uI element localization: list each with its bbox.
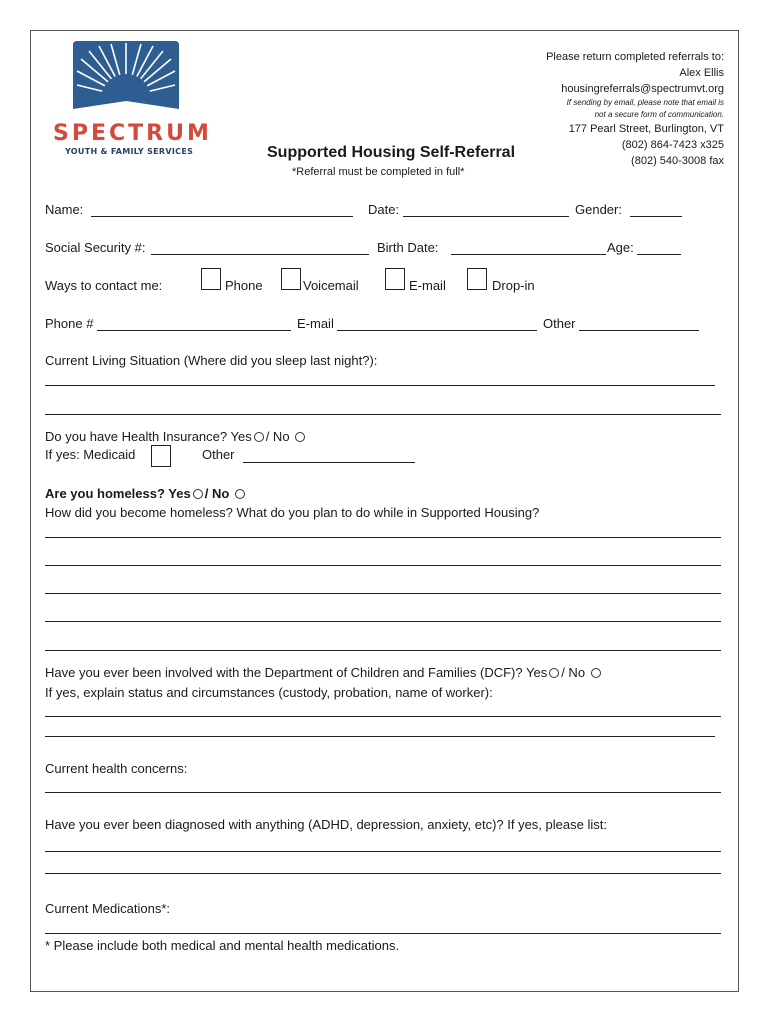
homeless-label: Are you homeless? Yes — [45, 486, 191, 501]
address: 177 Pearl Street, Burlington, VT — [568, 123, 724, 135]
page-subtitle: *Referral must be completed in full* — [292, 166, 465, 178]
form-page — [30, 30, 739, 992]
dcf-label: Have you ever been involved with the Department of Children and Families (DCF)? Yes — [45, 665, 548, 680]
dropin-checkbox[interactable] — [467, 268, 487, 290]
health-insurance-label: Do you have Health Insurance? Yes — [45, 429, 252, 444]
dcf-question — [45, 665, 603, 681]
gender-label: Gender: — [575, 202, 622, 217]
health-no-label: / No — [265, 429, 290, 444]
name-label: Name: — [45, 202, 84, 217]
medications-label: Current Medications*: — [45, 901, 170, 916]
sunburst-logo-icon — [71, 39, 181, 117]
diagnosed-line-1[interactable] — [45, 851, 721, 852]
ways-contact-label: Ways to contact me: — [45, 278, 163, 293]
health-yes-radio[interactable] — [254, 432, 264, 442]
become-homeless-label: How did you become homeless? What do you plan to do while in Supported Housing? — [45, 505, 540, 520]
email-field[interactable] — [337, 330, 537, 331]
other-label: Other — [543, 316, 576, 331]
email-note-2: not a secure form of communication. — [594, 110, 724, 119]
gender-field[interactable] — [630, 216, 682, 217]
email-label: E-mail — [297, 316, 334, 331]
fax: (802) 540-3008 fax — [631, 155, 724, 167]
name-field[interactable] — [91, 216, 353, 217]
medicaid-checkbox[interactable] — [151, 445, 171, 467]
insurance-other-label: Other — [202, 447, 235, 462]
contact-name: Alex Ellis — [679, 67, 724, 79]
page-title: Supported Housing Self-Referral — [267, 144, 516, 161]
medications-note: * Please include both medical and mental health medications. — [45, 938, 400, 953]
logo-tagline: YOUTH & FAMILY SERVICES — [65, 147, 194, 156]
age-label: Age: — [607, 240, 634, 255]
ssn-label: Social Security #: — [45, 240, 146, 255]
if-yes-medicaid-label: If yes: Medicaid — [45, 447, 136, 462]
logo — [71, 39, 181, 122]
contact-email: housingreferrals@spectrumvt.org — [561, 83, 724, 95]
living-situation-line-1[interactable] — [45, 385, 715, 386]
logo-name: SPECTRUM — [53, 121, 212, 146]
phone-option-label: Phone — [225, 278, 263, 293]
voicemail-option-label: Voicemail — [303, 278, 359, 293]
age-field[interactable] — [637, 254, 681, 255]
dcf-no-label: / No — [561, 665, 586, 680]
dcf-line-1[interactable] — [45, 716, 721, 717]
contact-block — [546, 49, 724, 169]
homeless-no-label: / No — [204, 486, 230, 501]
birth-date-label: Birth Date: — [377, 240, 439, 255]
diagnosed-line-2[interactable] — [45, 873, 721, 874]
email-option-label: E-mail — [409, 278, 446, 293]
homeless-question — [45, 486, 247, 502]
dcf-no-radio[interactable] — [591, 668, 601, 678]
other-field[interactable] — [579, 330, 699, 331]
voicemail-checkbox[interactable] — [281, 268, 301, 290]
homeless-yes-radio[interactable] — [193, 489, 203, 499]
diagnosed-label: Have you ever been diagnosed with anything (ADHD, depression, anxiety, etc)? If yes, please list: — [45, 817, 607, 832]
homeless-line-5[interactable] — [45, 650, 721, 651]
return-label: Please return completed referrals to: — [546, 51, 724, 63]
email-note-1: If sending by email, please note that email is — [566, 98, 724, 107]
homeless-line-2[interactable] — [45, 565, 721, 566]
phone-num-field[interactable] — [97, 330, 291, 331]
health-concerns-line[interactable] — [45, 792, 721, 793]
dcf-explain-label: If yes, explain status and circumstances (custody, probation, name of worker): — [45, 685, 493, 700]
homeless-line-3[interactable] — [45, 593, 721, 594]
health-concerns-label: Current health concerns: — [45, 761, 188, 776]
birth-date-field[interactable] — [451, 254, 606, 255]
phone: (802) 864-7423 x325 — [621, 139, 724, 151]
insurance-other-field[interactable] — [243, 462, 415, 463]
health-insurance-question — [45, 429, 307, 445]
homeless-no-radio[interactable] — [235, 489, 245, 499]
dcf-line-2[interactable] — [45, 736, 715, 737]
date-label: Date: — [368, 202, 400, 217]
homeless-line-4[interactable] — [45, 621, 721, 622]
homeless-line-1[interactable] — [45, 537, 721, 538]
phone-checkbox[interactable] — [201, 268, 221, 290]
dropin-option-label: Drop-in — [492, 278, 535, 293]
phone-num-label: Phone # — [45, 316, 94, 331]
living-situation-line-2[interactable] — [45, 414, 721, 415]
dcf-yes-radio[interactable] — [549, 668, 559, 678]
medications-line[interactable] — [45, 933, 721, 934]
email-checkbox[interactable] — [385, 268, 405, 290]
living-situation-label: Current Living Situation (Where did you sleep last night?): — [45, 353, 378, 368]
health-no-radio[interactable] — [295, 432, 305, 442]
ssn-field[interactable] — [151, 254, 369, 255]
date-field[interactable] — [403, 216, 569, 217]
